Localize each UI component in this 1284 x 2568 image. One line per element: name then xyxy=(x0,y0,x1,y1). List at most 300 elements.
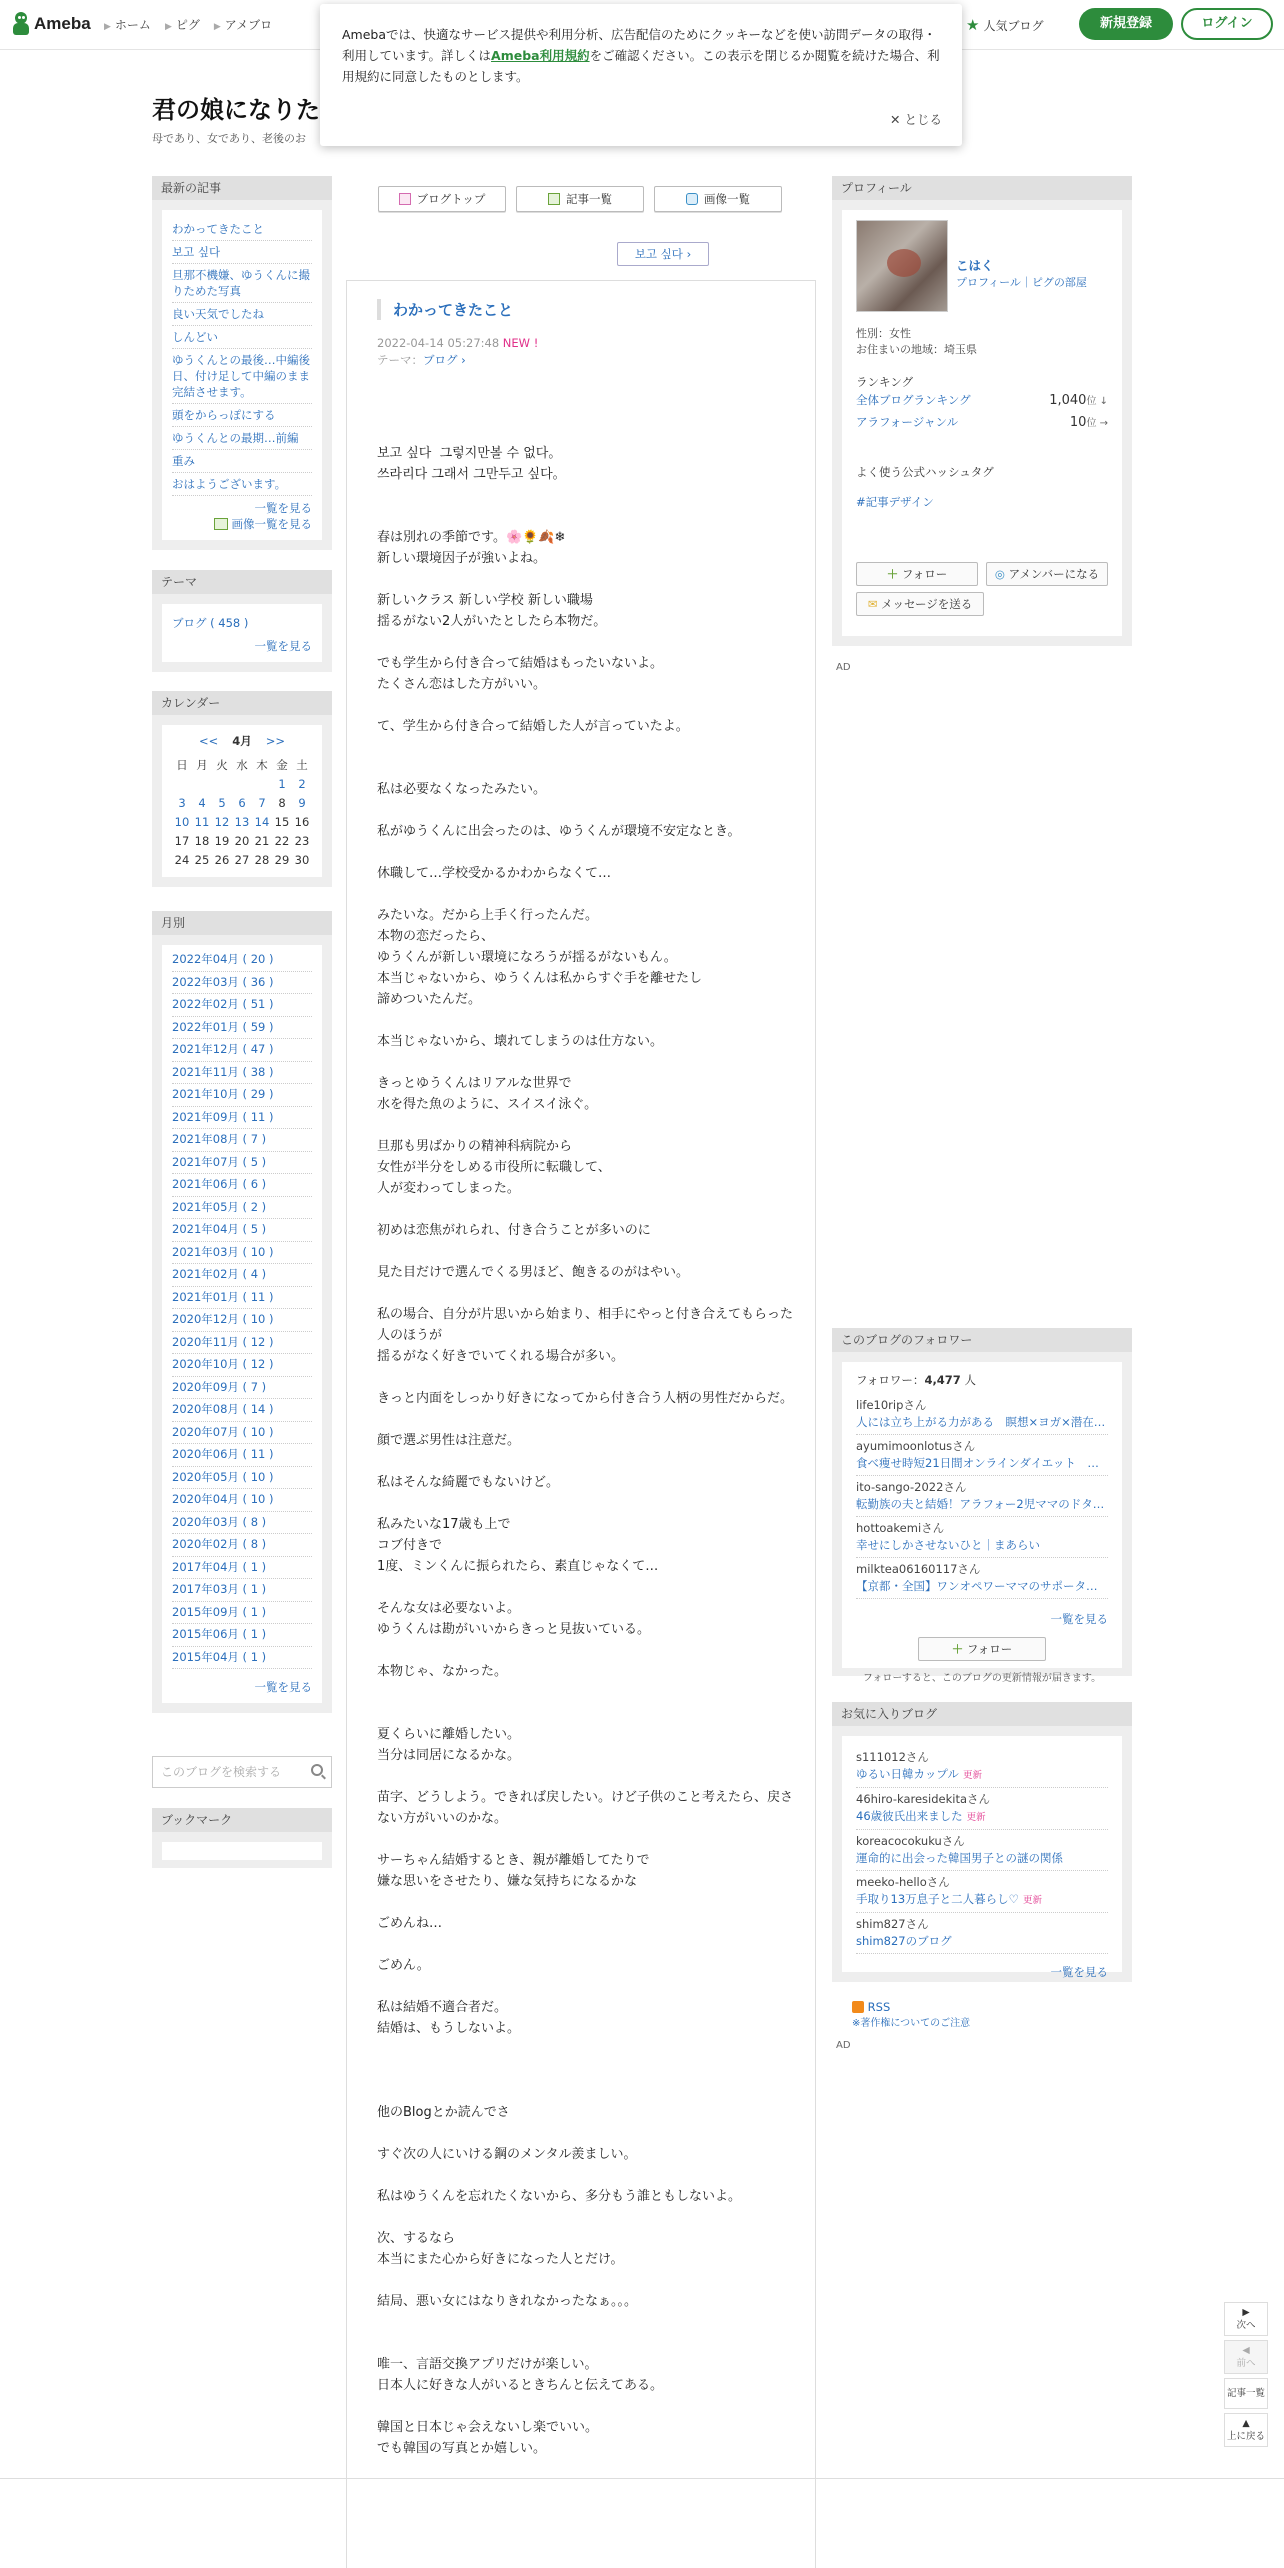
calendar-weekday: 木 xyxy=(256,757,268,772)
tab-entry-list[interactable] xyxy=(516,186,644,212)
hashtag-link[interactable]: #記事デザイン xyxy=(856,495,934,509)
copyright-note-link[interactable]: ※著作権についてのご注意 xyxy=(852,2018,971,2029)
favorites-content xyxy=(842,1736,1122,1979)
monthly-archive-link[interactable]: 2020年09月 ( 7 ) xyxy=(172,1377,312,1400)
monthly-archive-link[interactable]: 2020年02月 ( 8 ) xyxy=(172,1534,312,1557)
tab-blog-top[interactable] xyxy=(378,186,506,212)
calendar-day: 27 xyxy=(234,852,250,867)
blog-title[interactable]: 君の娘になりた xyxy=(152,96,320,124)
follower-blog-link[interactable]: 幸せにしかさせないひと｜まあらい xyxy=(856,1538,1040,1552)
entry-paragraph: 結局、悪い女にはなりきれなかったなぁ。。。 xyxy=(377,2294,638,2309)
calendar-prev-link[interactable]: << xyxy=(198,734,219,748)
entry-paragraph: 女性が半分をしめる市役所に転職して、 xyxy=(377,1160,611,1175)
monthly-archive-link[interactable]: 2021年08月 ( 7 ) xyxy=(172,1129,312,1152)
search-icon[interactable] xyxy=(311,1764,323,1776)
entry-theme-label: テーマ： xyxy=(377,353,423,367)
monthly-box xyxy=(152,911,332,1713)
calendar-day: 16 xyxy=(294,814,310,829)
rss-icon xyxy=(852,2001,864,2013)
entry-paragraph: 私の場合、自分が片思いから始まり、相手にやっと付き合えてもらった人のほうが xyxy=(377,1307,794,1343)
floating-next-button[interactable] xyxy=(1224,2302,1268,2336)
entry-paragraph xyxy=(377,2039,797,2060)
calendar-day: 24 xyxy=(174,852,190,867)
back-icon: ◀ xyxy=(1242,2345,1250,2356)
ranking-value: 10 xyxy=(1069,415,1087,430)
calendar-day: 19 xyxy=(214,833,230,848)
rss-link[interactable] xyxy=(852,2000,890,2014)
follower-user: milktea06160117さん xyxy=(856,1562,981,1576)
profile-box xyxy=(832,176,1132,646)
entry-paragraph xyxy=(377,2207,797,2228)
latest-entry-link[interactable]: 旦那不機嫌、ゆうくんに撮りためた写真 xyxy=(172,264,312,303)
entry-meta xyxy=(377,335,538,369)
follower-count-label: フォロワー： xyxy=(856,1373,925,1387)
entry-paragraph xyxy=(377,2060,797,2081)
calendar-day[interactable]: 1 xyxy=(278,776,286,791)
profile-info xyxy=(856,326,1108,358)
close-icon: ✕ xyxy=(890,112,905,127)
entry-paragraph: 人が変わってしまった。 xyxy=(377,1181,520,1196)
calendar-day[interactable]: 9 xyxy=(298,795,306,810)
entry-paragraph xyxy=(377,1976,797,1997)
follower-item xyxy=(856,1517,1108,1558)
profile-links[interactable]: プロフィール｜ピグの部屋 xyxy=(956,276,1087,289)
profile-name[interactable]: こはく xyxy=(956,258,994,273)
theme-box xyxy=(152,570,332,672)
calendar-day[interactable]: 6 xyxy=(238,795,246,810)
profile-area: お住まいの地域：埼玉県 xyxy=(856,343,977,356)
ranking-name-link[interactable]: 全体ブログランキング xyxy=(856,393,971,407)
entry-paragraph: ゆうくんは勘がいいからきっと見抜いている。 xyxy=(377,1622,651,1637)
entry-list-icon xyxy=(548,193,560,205)
entry-paragraph: 보고 싶다 그렇지만볼 수 없다。 xyxy=(377,446,562,461)
blog-tabs xyxy=(378,186,782,212)
monthly-archive-link[interactable]: 2020年05月 ( 10 ) xyxy=(172,1467,312,1490)
ranking-title: ランキング xyxy=(856,375,914,389)
entry-paragraph xyxy=(377,506,797,527)
floating-prev-label: 前へ xyxy=(1236,2358,1256,2369)
floating-top-button[interactable] xyxy=(1224,2413,1268,2447)
calendar-day xyxy=(172,774,192,793)
monthly-archive-link[interactable]: 2017年03月 ( 1 ) xyxy=(172,1579,312,1602)
latest-entry-link[interactable]: わかってきたこと xyxy=(172,218,312,241)
follower-item xyxy=(856,1435,1108,1476)
ranking-unit: 位 ↓ xyxy=(1086,396,1108,407)
chevron-right-icon: › xyxy=(686,247,692,261)
favorite-item xyxy=(856,1746,1108,1788)
register-button[interactable]: 新規登録 xyxy=(1079,8,1173,40)
entry-paragraph: 本当にまた心から好きになった人とだけ。 xyxy=(377,2252,624,2267)
entry-paragraph: コブ付きで xyxy=(377,1538,443,1553)
followers-box xyxy=(832,1328,1132,1684)
monthly-archive-link[interactable]: 2021年02月 ( 4 ) xyxy=(172,1264,312,1287)
follower-user: ito-sango-2022さん xyxy=(856,1480,967,1494)
updated-badge: 更新 xyxy=(966,1812,986,1823)
tab-entry-list-label: 記事一覧 xyxy=(566,192,612,206)
monthly-archive-link[interactable]: 2021年01月 ( 11 ) xyxy=(172,1287,312,1310)
favorite-user: shim827さん xyxy=(856,1917,929,1931)
entry-title[interactable]: わかってきたこと xyxy=(377,299,513,320)
theme-more-link[interactable]: 一覧を見る xyxy=(254,639,312,653)
message-label: メッセージを送る xyxy=(880,597,973,611)
tab-blog-top-label: ブログトップ xyxy=(416,192,486,206)
calendar-day[interactable]: 5 xyxy=(218,795,226,810)
entry-paragraph: 夏くらいに離婚したい。 xyxy=(377,1727,521,1742)
entry-paragraph xyxy=(377,1052,797,1073)
follower-blog-link[interactable]: 人には立ち上がる力がある 瞑想×ヨガ×潜在… xyxy=(856,1415,1106,1429)
entry-paragraph: 本当じゃないから、壊れてしまうのは仕方ない。 xyxy=(377,1034,664,1049)
follow-button[interactable] xyxy=(856,562,978,586)
monthly-archive-link[interactable]: 2020年07月 ( 10 ) xyxy=(172,1422,312,1445)
latest-entries-box xyxy=(152,176,332,550)
bookmark-content xyxy=(162,1842,322,1860)
calendar-day: 28 xyxy=(254,852,270,867)
follower-blog-link[interactable]: 【京都・全国】ワンオペワーママのサポータ… xyxy=(856,1579,1098,1593)
cookie-close-label: とじる xyxy=(904,112,942,127)
entry-paragraph xyxy=(377,632,797,653)
triangle-up-icon: ▲ xyxy=(1242,2418,1250,2429)
plus-icon: ＋ xyxy=(951,1642,964,1656)
follower-item xyxy=(856,1394,1108,1435)
follower-count xyxy=(856,1372,1108,1388)
entry-paragraph xyxy=(377,737,797,758)
calendar-day[interactable]: 7 xyxy=(258,795,266,810)
calendar-weekday: 土 xyxy=(296,757,308,772)
monthly-archive-link[interactable]: 2021年10月 ( 29 ) xyxy=(172,1084,312,1107)
ranking-list xyxy=(856,390,1108,434)
ameba-logo[interactable] xyxy=(12,12,91,36)
entry-paragraph xyxy=(377,1892,797,1913)
terms-link[interactable]: Ameba利用規約 xyxy=(491,48,590,63)
ranking-row xyxy=(856,412,1108,434)
blog-search-input[interactable] xyxy=(152,1756,332,1788)
hashtag-title: よく使う公式ハッシュタグ xyxy=(856,465,994,479)
monthly-archive-link[interactable]: 2021年05月 ( 2 ) xyxy=(172,1197,312,1220)
login-button[interactable]: ログイン xyxy=(1181,8,1273,40)
favorite-blog-link[interactable]: 運命的に出会った韓国男子との謎の関係 xyxy=(856,1851,1063,1865)
favorite-user: s111012さん xyxy=(856,1750,929,1764)
entry-paragraph xyxy=(377,758,797,779)
calendar-day[interactable]: 3 xyxy=(178,795,186,810)
latest-entry-link[interactable]: 重み xyxy=(172,450,312,473)
floating-nav xyxy=(1224,2302,1268,2451)
entry-paragraph: 春は別れの季節です。🌸🌻🍂❄ xyxy=(377,530,566,545)
entry-theme-link[interactable]: ブログ xyxy=(423,353,458,367)
calendar-next-link[interactable]: >> xyxy=(265,734,286,748)
calendar-day[interactable]: 13 xyxy=(234,814,250,829)
follower-user: hottoakemiさん xyxy=(856,1521,945,1535)
monthly-archive-link[interactable]: 2022年04月 ( 20 ) xyxy=(172,949,312,972)
calendar-day[interactable]: 12 xyxy=(214,814,230,829)
amember-button[interactable] xyxy=(986,562,1108,586)
calendar-day[interactable]: 14 xyxy=(254,814,270,829)
image-list-more-link[interactable] xyxy=(172,516,312,532)
entry-paragraph: 当分は同居になるかな。 xyxy=(377,1748,521,1763)
entry-paragraph: 新しい環境因子が強いよね。 xyxy=(377,551,547,566)
cookie-text-2: をご確認ください。この表示を閉じるか閲覧を続けた場合、利用規約に同意したものとします。 xyxy=(342,48,940,84)
latest-more-link[interactable]: 一覧を見る xyxy=(254,501,312,515)
latest-entry-link[interactable]: 良い天気でしたね xyxy=(172,303,312,326)
entry-paragraph xyxy=(377,2333,797,2354)
ameba-mascot-icon xyxy=(12,12,30,36)
entry-paragraph xyxy=(377,2396,797,2417)
entry-paragraph: 揺るがない2人がいたとしたら本物だ。 xyxy=(377,614,607,629)
favorite-blog-link[interactable]: shim827のブログ xyxy=(856,1934,952,1948)
calendar-day: 20 xyxy=(234,833,250,848)
latest-entry-link[interactable]: 頭をからっぽにする xyxy=(172,404,312,427)
entry-paragraph xyxy=(377,2081,797,2102)
monthly-archive-link[interactable]: 2022年01月 ( 59 ) xyxy=(172,1017,312,1040)
calendar-day: 30 xyxy=(294,852,310,867)
calendar-day: 8 xyxy=(278,795,286,810)
chevron-right-icon: ▶ xyxy=(104,22,111,32)
favorite-user: 46hiro-karesidekitaさん xyxy=(856,1792,991,1806)
entry-paragraph: きっとゆうくんはリアルな世界で xyxy=(377,1076,572,1091)
monthly-archive-link[interactable]: 2021年12月 ( 47 ) xyxy=(172,1039,312,1062)
theme-title: テーマ xyxy=(152,570,332,594)
entry-body xyxy=(377,443,797,2459)
entry-paragraph: 見た目だけで選んでくる男ほど、飽きるのがはやい。 xyxy=(377,1265,690,1280)
entry-paragraph: そんな女は必要ないよ。 xyxy=(377,1601,521,1616)
entry-paragraph: 水を得た魚のように、スイスイ泳ぐ。 xyxy=(377,1097,598,1112)
entry-paragraph: サーちゃん結婚するとき、親が離婚してたりで xyxy=(377,1853,650,1868)
calendar-day xyxy=(252,774,272,793)
entry-paragraph: 私は結婚不適合者だ。 xyxy=(377,2000,508,2015)
entry-paragraph xyxy=(377,1766,797,1787)
favorite-blog-link[interactable]: ゆるい日韓カップル xyxy=(856,1767,959,1781)
monthly-archive-link[interactable]: 2020年04月 ( 10 ) xyxy=(172,1489,312,1512)
latest-entry-link[interactable]: 보고 싶다 xyxy=(172,241,312,264)
entry-paragraph xyxy=(377,1682,797,1703)
theme-list xyxy=(162,604,322,662)
entry-paragraph xyxy=(377,800,797,821)
entry-paragraph xyxy=(377,1367,797,1388)
entry-paragraph: 顔で選ぶ男性は注意だ。 xyxy=(377,1433,521,1448)
entry-paragraph xyxy=(377,1409,797,1430)
monthly-archive-link[interactable]: 2020年11月 ( 12 ) xyxy=(172,1332,312,1355)
favorites-more-link[interactable]: 一覧を見る xyxy=(1050,1965,1108,1979)
calendar-day: 21 xyxy=(254,833,270,848)
entry-paragraph: 本物じゃ、なかった。 xyxy=(377,1664,508,1679)
entry-paragraph: 他のBlogとか読んでさ xyxy=(377,2105,510,2120)
entry-paragraph xyxy=(377,1640,797,1661)
follow-button-2[interactable] xyxy=(918,1637,1046,1661)
followers-content xyxy=(842,1362,1122,1684)
calendar-day[interactable]: 11 xyxy=(194,814,210,829)
monthly-more-link[interactable]: 一覧を見る xyxy=(254,1680,312,1694)
entry-paragraph: ごめん。 xyxy=(377,1958,430,1973)
calendar-weekday: 月 xyxy=(196,757,208,772)
favorite-item xyxy=(856,1913,1108,1954)
calendar-title: カレンダー xyxy=(152,691,332,715)
latest-entries-title: 最新の記事 xyxy=(152,176,332,200)
calendar-day xyxy=(192,774,212,793)
floating-list-label: 記事一覧 xyxy=(1226,2388,1265,2399)
theme-item[interactable]: ブログ ( 458 ) xyxy=(172,616,249,630)
updated-badge: 更新 xyxy=(1022,1895,1042,1906)
amember-label: アメンバーになる xyxy=(1008,567,1100,581)
entry-paragraph: でも韓国の写真とか嬉しい。 xyxy=(377,2441,547,2456)
entry-paragraph xyxy=(377,1199,797,1220)
monthly-archive-link[interactable]: 2022年03月 ( 36 ) xyxy=(172,972,312,995)
entry-paragraph xyxy=(377,1829,797,1850)
follow-note: フォローすると、このブログの更新情報が届きます。 xyxy=(862,1673,1102,1684)
latest-entry-link[interactable]: ゆうくんとの最期…前編 xyxy=(172,427,312,450)
play-icon: ▶ xyxy=(1242,2307,1250,2318)
monthly-archive-link[interactable]: 2020年03月 ( 8 ) xyxy=(172,1512,312,1535)
rss-label: RSS xyxy=(867,2000,891,2014)
entry-paragraph xyxy=(377,2312,797,2333)
monthly-title: 月別 xyxy=(152,911,332,935)
entry-paragraph: 苗字、どうしよう。できれば戻したい。けど子供のこと考えたら、戻さない方がいいのかな。 xyxy=(377,1790,794,1826)
ranking-name-link[interactable]: アラフォージャンル xyxy=(856,415,959,429)
floating-list-button[interactable] xyxy=(1224,2378,1268,2409)
entry-paragraph xyxy=(377,1577,797,1598)
favorite-blog-link[interactable]: 46歳彼氏出来ました xyxy=(856,1809,963,1823)
entry-paragraph: 次、するなら xyxy=(377,2231,456,2246)
entry-paragraph: ゆうくんが新しい環境になろうが揺るがないもん。 xyxy=(377,950,677,965)
favorite-item xyxy=(856,1788,1108,1830)
follower-list xyxy=(856,1394,1108,1599)
cookie-close-button[interactable] xyxy=(890,109,942,130)
favorite-blog-line xyxy=(856,1850,1108,1867)
follower-item xyxy=(856,1558,1108,1599)
cookie-notice xyxy=(320,4,962,146)
latest-entry-link[interactable]: ゆうくんとの最後…中編後日、付け足して中編のまま完結させます。 xyxy=(172,349,312,404)
entry-paragraph xyxy=(377,1241,797,1262)
monthly-archive-link[interactable]: 2021年07月 ( 5 ) xyxy=(172,1152,312,1175)
profile-name-block xyxy=(956,256,1087,290)
nav-ameblo[interactable] xyxy=(214,16,272,33)
message-button[interactable] xyxy=(856,592,984,616)
favorite-blog-line xyxy=(856,1766,1108,1784)
entry-article xyxy=(346,280,816,2568)
monthly-archive-link[interactable]: 2020年08月 ( 14 ) xyxy=(172,1399,312,1422)
entry-paragraph xyxy=(377,1010,797,1031)
monthly-archive-link[interactable]: 2021年09月 ( 11 ) xyxy=(172,1107,312,1130)
monthly-archive-link[interactable]: 2015年09月 ( 1 ) xyxy=(172,1602,312,1625)
favorite-blog-line xyxy=(856,1933,1108,1950)
floating-prev-button[interactable] xyxy=(1224,2340,1268,2374)
popular-blog-link[interactable] xyxy=(966,16,1043,34)
entry-paragraph xyxy=(377,1493,797,1514)
tab-image-list[interactable] xyxy=(654,186,782,212)
entry-paragraph: 本物の恋だったら、 xyxy=(377,929,495,944)
search-placeholder: このブログを検索する xyxy=(161,1765,282,1779)
new-badge: NEW ! xyxy=(502,336,539,350)
entry-paragraph: 唯一、言語交換アプリだけが楽しい。 xyxy=(377,2357,598,2372)
monthly-archive-link[interactable]: 2021年03月 ( 10 ) xyxy=(172,1242,312,1265)
nav-ameblo-label: アメブロ xyxy=(224,18,273,32)
calendar-weekday: 日 xyxy=(176,757,188,772)
nav-pigg[interactable] xyxy=(165,16,200,33)
monthly-archive-link[interactable]: 2021年04月 ( 5 ) xyxy=(172,1219,312,1242)
entry-paragraph: 1度、ミンくんに振られたら、素直じゃなくて… xyxy=(377,1559,659,1574)
profile-avatar[interactable] xyxy=(856,220,948,312)
monthly-archive-link[interactable]: 2020年12月 ( 10 ) xyxy=(172,1309,312,1332)
next-entry-button[interactable] xyxy=(617,242,709,266)
favorite-blog-link[interactable]: 手取り13万息子と二人暮らし♡ xyxy=(856,1892,1019,1906)
monthly-archive-link[interactable]: 2020年10月 ( 12 ) xyxy=(172,1354,312,1377)
follower-blog-link[interactable]: 転勤族の夫と結婚！アラフォー2児ママのドタ… xyxy=(856,1497,1105,1511)
followers-more-link[interactable]: 一覧を見る xyxy=(1050,1612,1108,1626)
blog-subtitle: 母であり、女であり、老後のお xyxy=(152,132,306,145)
ad-label: AD xyxy=(836,662,851,673)
monthly-archive-link[interactable]: 2021年11月 ( 38 ) xyxy=(172,1062,312,1085)
entry-paragraph xyxy=(377,1115,797,1136)
camera-icon xyxy=(686,193,698,205)
entry-paragraph: 本当じゃないから、ゆうくんは私からすぐ手を離せたし xyxy=(377,971,703,986)
profile-buttons xyxy=(856,562,1108,586)
ad-label-2: AD xyxy=(836,2040,851,2051)
calendar-grid xyxy=(172,755,312,869)
entry-date: 2022-04-14 05:27:48 xyxy=(377,336,500,350)
calendar-day: 18 xyxy=(194,833,210,848)
latest-entry-link[interactable]: おはようございます。 xyxy=(172,473,312,496)
chevron-right-icon: ▶ xyxy=(164,22,172,32)
nav-home-label: ホーム xyxy=(114,18,151,32)
follow-button-wrap xyxy=(856,1637,1108,1661)
entry-paragraph: 諦めついたんだ。 xyxy=(377,992,482,1007)
monthly-archive-link[interactable]: 2015年04月 ( 1 ) xyxy=(172,1647,312,1670)
entry-paragraph: 私は必要なくなったみたい。 xyxy=(377,782,547,797)
follower-blog-link[interactable]: 食べ痩せ時短21日間オンラインダイエット … xyxy=(856,1456,1099,1470)
monthly-archive-link[interactable]: 2022年02月 ( 51 ) xyxy=(172,994,312,1017)
monthly-archive-link[interactable]: 2017年04月 ( 1 ) xyxy=(172,1557,312,1580)
calendar-day: 25 xyxy=(194,852,210,867)
monthly-archive-link[interactable]: 2015年06月 ( 1 ) xyxy=(172,1624,312,1647)
monthly-archive-link[interactable]: 2021年06月 ( 6 ) xyxy=(172,1174,312,1197)
calendar-day: 15 xyxy=(274,814,290,829)
calendar-day: 22 xyxy=(274,833,290,848)
calendar-day[interactable]: 2 xyxy=(298,776,306,791)
entry-paragraph xyxy=(377,884,797,905)
cookie-text: Amebaでは、快適なサービス提供や利用分析、広告配信のためにクッキーなどを使い訪問データの取得・利用しています。詳しくは xyxy=(342,27,937,63)
follower-count-value: 4,477 xyxy=(924,1373,961,1387)
rss-block xyxy=(852,2000,970,2029)
calendar-day: 17 xyxy=(174,833,190,848)
popular-blog-label: 人気ブログ xyxy=(983,18,1044,33)
envelope-icon: ✉ xyxy=(867,597,878,611)
profile-content xyxy=(842,210,1122,636)
latest-entry-link[interactable]: しんどい xyxy=(172,326,312,349)
nav-home[interactable] xyxy=(104,16,151,33)
entry-paragraph xyxy=(377,2123,797,2144)
calendar-day: 23 xyxy=(294,833,310,848)
monthly-list xyxy=(162,945,322,1703)
calendar-day[interactable]: 10 xyxy=(174,814,190,829)
follow-label: フォロー xyxy=(901,567,948,581)
entry-paragraph: 쓰라리다 그래서 그만두고 싶다。 xyxy=(377,467,566,482)
image-list-icon xyxy=(214,518,228,530)
follower-item xyxy=(856,1476,1108,1517)
monthly-archive-link[interactable]: 2020年06月 ( 11 ) xyxy=(172,1444,312,1467)
blog-top-icon xyxy=(399,193,411,205)
entry-paragraph xyxy=(377,485,797,506)
entry-paragraph: 韓国と日本じゃ会えないし楽でいい。 xyxy=(377,2420,599,2435)
entry-paragraph: 私はそんな綺麗でもないけど。 xyxy=(377,1475,560,1490)
entry-paragraph xyxy=(377,1283,797,1304)
calendar-day[interactable]: 4 xyxy=(198,795,206,810)
chevron-right-icon: ▶ xyxy=(213,22,221,32)
entry-paragraph: たくさん恋はした方がいい。 xyxy=(377,677,547,692)
star-icon: ★ xyxy=(966,16,980,34)
ranking-unit: 位 → xyxy=(1086,418,1108,429)
favorite-item xyxy=(856,1830,1108,1871)
entry-paragraph: て、学生から付き合って結婚した人が言っていたよ。 xyxy=(377,719,689,734)
ranking-value-wrap xyxy=(1070,412,1108,434)
entry-paragraph xyxy=(377,2165,797,2186)
